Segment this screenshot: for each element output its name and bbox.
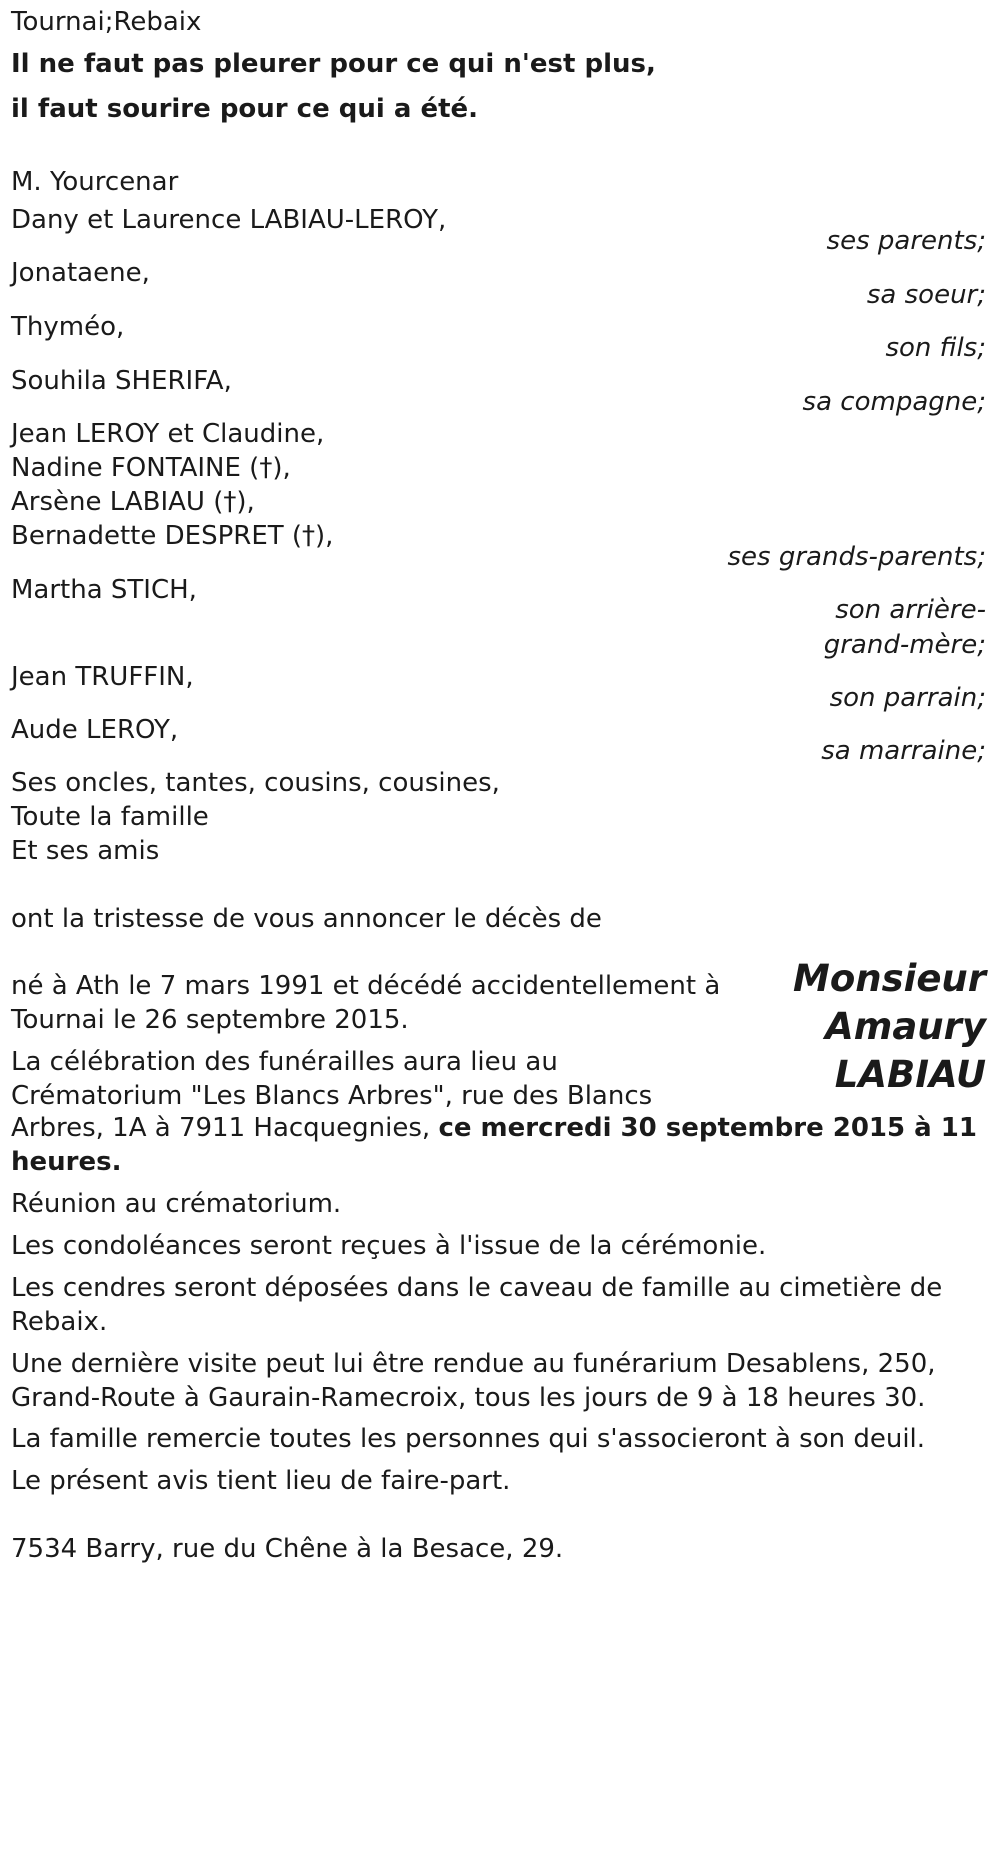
relatives-line: Toute la famille [11,802,209,832]
family-member-name: Dany et Laurence LABIAU-LEROY, [11,205,447,235]
ceremony-line: Crématorium "Les Blancs Arbres", rue des Blancs [11,1081,653,1111]
family-member-relation: grand-mère; [823,630,986,660]
family-member-name: Aude LEROY, [11,715,179,745]
announcement-line: ont la tristesse de vous annoncer le décès de [11,904,602,934]
family-member-name: Jonataene, [11,258,150,288]
family-member-relation: son fils; [885,333,986,363]
family-member-name: Jean TRUFFIN, [11,662,194,692]
family-member-relation: sa soeur; [866,280,986,310]
grandparent-name: Jean LEROY et Claudine, [11,419,325,449]
deceased-name [793,955,986,1099]
grandparent-name: Nadine FONTAINE (†), [11,453,291,483]
quote-author: M. Yourcenar [11,167,179,197]
relatives-line: Et ses amis [11,836,160,866]
birth-line: Tournai le 26 septembre 2015. [11,1005,409,1035]
ceremony-date: ce mercredi 30 septembre 2015 à 11 [438,1113,977,1143]
quote-line-1: Il ne faut pas pleurer pour ce qui n'est plus, [11,49,656,79]
ashes-line: Les cendres seront déposées dans le caveau de famille au cimetière de [11,1273,943,1303]
birth-line: né à Ath le 7 mars 1991 et décédé accidentellement à [11,971,721,1001]
deceased-first-name: Amaury [825,1005,986,1048]
relatives-line: Ses oncles, tantes, cousins, cousines, [11,768,500,798]
grandparent-name: Arsène LABIAU (†), [11,487,255,517]
reunion-line: Réunion au crématorium. [11,1189,342,1219]
family-member-relation: son arrière- [835,595,986,625]
deceased-last-name: LABIAU [834,1053,986,1096]
ceremony-place: Arbres, 1A à 7911 Hacquegnies, [11,1113,439,1143]
family-member-relation: son parrain; [829,683,986,713]
family-member-name: Souhila SHERIFA, [11,366,232,396]
condolences-line: Les condoléances seront reçues à l'issue de la cérémonie. [11,1231,767,1261]
location-line: Tournai;Rebaix [11,7,202,37]
ceremony-line [11,1108,977,1148]
deceased-title: Monsieur [793,957,986,1000]
family-member-relation: ses parents; [826,226,986,256]
visit-line: Grand-Route à Gaurain-Ramecroix, tous les jours de 9 à 18 heures 30. [11,1383,926,1413]
family-member-relation: sa marraine; [821,736,986,766]
family-member-relation: ses grands-parents; [727,542,986,572]
quote-line-2: il faut sourire pour ce qui a été. [11,94,479,124]
family-member-name: Martha STICH, [11,575,197,605]
family-member-name: Thyméo, [11,312,125,342]
thanks-line: La famille remercie toutes les personnes qui s'associeront à son deuil. [11,1424,926,1454]
family-member-relation: sa compagne; [802,387,986,417]
ashes-line: Rebaix. [11,1307,108,1337]
ceremony-time: heures. [11,1147,122,1177]
visit-line: Une dernière visite peut lui être rendue au funérarium Desablens, 250, [11,1349,936,1379]
grandparent-name: Bernadette DESPRET (†), [11,521,334,551]
ceremony-line: La célébration des funérailles aura lieu au [11,1047,558,1077]
address-line: 7534 Barry, rue du Chêne à la Besace, 29. [11,1534,564,1564]
notice-line: Le présent avis tient lieu de faire-part. [11,1466,511,1496]
